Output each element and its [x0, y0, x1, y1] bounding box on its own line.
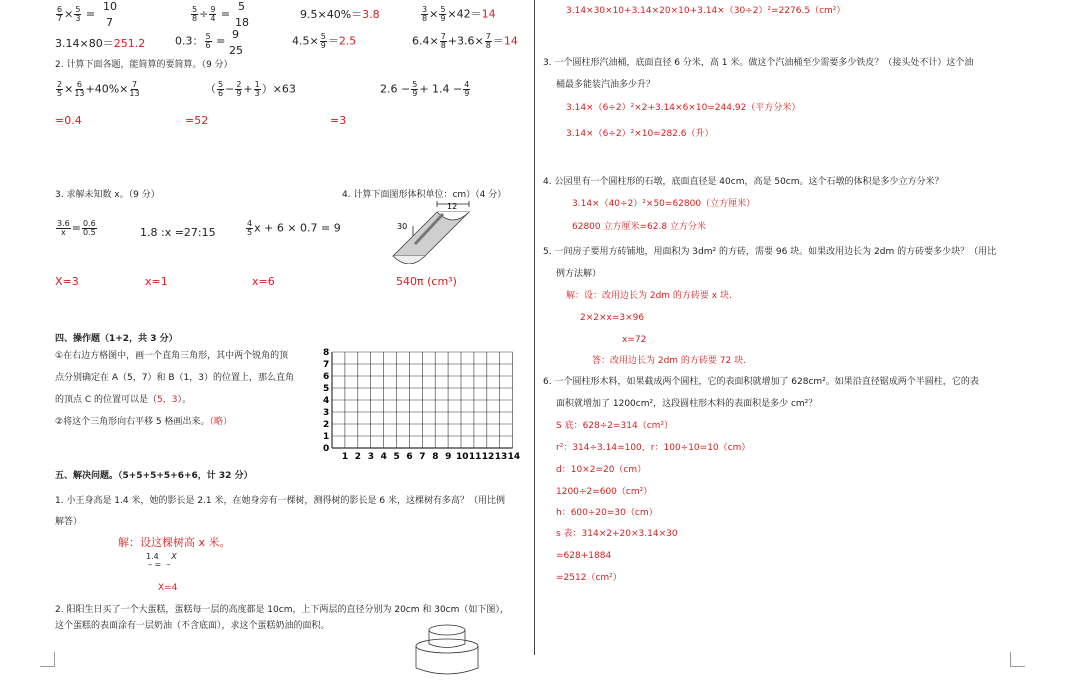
answer-2b-bottom: 25: [229, 44, 243, 57]
dim-12-label: 12: [447, 202, 458, 211]
q6-step: =2512（cm²）: [556, 573, 622, 583]
fraction: $\frac{6}{7}$: [57, 5, 63, 23]
column-divider: [534, 0, 535, 655]
problem-1-equation: 1.4 X: [146, 552, 177, 561]
y-tick-label: 3: [323, 408, 330, 418]
expr-2d: 6.4× $\frac{7}{8}$ +3.6× $\frac{7}{8}$ ＝14: [412, 32, 518, 50]
section-2-title: 2. 计算下面各题，能简算的要简算。（9 分）: [55, 60, 233, 70]
fraction: $\frac{7}{8}$: [485, 32, 491, 50]
problem-1-solution: 解：设这棵树高 x 米。: [118, 536, 231, 549]
expr-s3a: $\frac{3.6}{x}$ = $\frac{0.6}{0.5}$: [57, 219, 96, 237]
fraction: $\frac{4}{9}$: [464, 80, 470, 98]
cake-base-ellipse: [416, 639, 478, 653]
op1-line3: 的顶点 C 的位置可以是（5，3）。: [55, 395, 191, 405]
fraction: $\frac{0.6}{0.5}$: [82, 219, 96, 237]
coordinate-grid: [318, 346, 534, 466]
answer-s3a: X=3: [55, 275, 79, 288]
y-tick-label: 5: [323, 384, 330, 394]
fraction: $\frac{5}{8}$: [192, 5, 198, 23]
y-tick-label: 1: [323, 432, 330, 442]
problem-1-answer: X=4: [158, 583, 178, 593]
fraction: $\frac{3.6}{x}$: [57, 219, 70, 237]
q6-step: h：600÷20=30（cm）: [556, 508, 658, 518]
q5-line1: 5. 一间房子要用方砖铺地，用面积为 3dm² 的方砖，需要 96 块。如果改用边长为 2dm 的方砖要多少块？（用比: [543, 247, 997, 257]
q5-answer3: x=72: [622, 335, 647, 345]
x-tick-label: 5: [393, 452, 400, 462]
fraction: $\frac{5}{9}$: [440, 5, 446, 23]
q5-answer1: 解：设：改用边长为 2dm 的方砖要 x 块.: [566, 291, 732, 301]
fraction: $\frac{2}{5}$: [57, 80, 63, 98]
q3-line1: 3. 一个圆柱形汽油桶，底面直径 6 分米，高 1 米。做这个汽油桶至少需要多少铁皮？（接头处不计）这个油: [543, 58, 974, 68]
pipe-end-bottom: [393, 256, 425, 264]
answer-s2b: =52: [185, 114, 209, 127]
q6-step: =628+1884: [556, 551, 612, 561]
q4-line1: 4. 公园里有一个圆柱形的石墩，底面直径是 40cm，高是 50cm。这个石墩的体积是多少立方分米？: [543, 177, 944, 187]
section-5-heading: 五、解决问题。（5+5+5+5+6+6，计 32 分）: [55, 471, 253, 481]
fraction: $\frac{3}{8}$: [422, 5, 428, 23]
fraction: $\frac{5}{6}$: [218, 80, 224, 98]
y-tick-label: 4: [323, 396, 330, 406]
x-tick-label: 6: [406, 452, 413, 462]
q6-step: s 表：314×2+20×3.14×30: [556, 529, 678, 539]
q3-line2: 桶最多能装汽油多少升？: [556, 80, 656, 90]
expr-1b: $\frac{5}{8}$ ÷ $\frac{9}{4}$ =: [192, 5, 231, 23]
q6-line2: 面积就增加了 1200cm²，这段圆柱形木料的表面积是多少 cm²？: [556, 399, 818, 409]
expr-1c: 9.5×40%＝3.8: [300, 8, 380, 21]
q4-answer1: 3.14×（40÷2）²×50=62800（立方厘米）: [572, 199, 756, 209]
problem-2-line1: 2. 阳阳生日买了一个大蛋糕，蛋糕每一层的高度都是 10cm，上下两层的直径分别为 20cm 和 30cm（如下图），: [55, 605, 509, 615]
fraction: $\frac{9}{4}$: [210, 5, 216, 23]
q5-answer4: 答：改用边长为 2dm 的方砖要 72 块.: [592, 356, 746, 366]
answer-1b-top: 5: [238, 0, 245, 13]
x-tick-label: 8: [432, 452, 439, 462]
answer-1b-bottom: 18: [235, 16, 249, 29]
answer-1a-top: 10: [103, 0, 117, 13]
equation-rule: – = –: [148, 560, 171, 569]
x-tick-label: 3: [367, 452, 374, 462]
q5-answer2: 2×2×x=3×96: [580, 313, 645, 323]
expr-s2a: $\frac{2}{5}$ × $\frac{6}{13}$ +40%× $\frac{7}{13}$: [57, 80, 140, 98]
y-tick-label: 8: [323, 348, 330, 358]
op1-line1: ①在右边方格图中，画一个直角三角形，其中两个锐角的顶: [55, 351, 289, 361]
fraction: $\frac{1}{3}$: [254, 80, 260, 98]
section-3-title: 3. 求解未知数 x。（9 分）: [55, 190, 160, 200]
answer-s2a: =0.4: [55, 114, 82, 127]
x-tick-label: 12: [481, 452, 495, 462]
expr-2c: 4.5× $\frac{5}{9}$ ＝2.5: [292, 32, 357, 50]
x-tick-label: 2: [354, 452, 362, 462]
expr-2b: 0.3： $\frac{5}{6}$ =: [175, 32, 226, 50]
answer-volume: 540π (cm³): [396, 275, 457, 288]
answer-s2c: =3: [330, 114, 347, 127]
q6-line1: 6. 一个圆柱形木料，如果截成两个圆柱，它的表面积就增加了 628cm²。如果沿直径锯成两个半圆柱，它的表: [543, 377, 979, 387]
q6-step: d：10×2=20（cm）: [556, 465, 647, 475]
q5-line2: 例方法解）: [556, 269, 602, 279]
problem-2-line2: 这个蛋糕的表面涂有一层奶油（不含底面），求这个蛋糕奶油的面积。: [55, 621, 330, 631]
expr-s2b: （ $\frac{5}{6}$ − $\frac{2}{9}$ + $\frac{1}{3}$ ）×63: [205, 80, 296, 98]
fraction: $\frac{5}{9}$: [412, 80, 418, 98]
problem-1-line1: 1. 小王身高是 1.4 米，她的影长是 2.1 米，在她身旁有一棵树，测得树的影长是 6 米，这棵树有多高？（用比例: [55, 496, 505, 506]
section-4-heading: 四、操作题（1+2，共 3 分）: [55, 334, 178, 344]
corner-mark: [40, 652, 55, 667]
y-tick-label: 7: [323, 360, 330, 370]
section-4-title: 4. 计算下面图形体积单位：cm）（4 分）: [342, 190, 507, 200]
op2-line: ②将这个三角形向右平移 5 格画出来。（略）: [55, 417, 233, 427]
problem-1-line2: 解答）: [55, 517, 83, 527]
fraction: $\frac{5}{6}$: [205, 32, 211, 50]
q6-step: 1200÷2=600（cm²）: [556, 487, 653, 497]
fraction: $\frac{6}{13}$: [74, 80, 85, 98]
cake-top-ellipse: [429, 625, 465, 635]
fraction: $\frac{7}{13}$: [129, 80, 140, 98]
cake-top-bottom: [429, 644, 465, 648]
answer-s3c: x=6: [252, 275, 275, 288]
x-tick-label: 7: [419, 452, 426, 462]
expr-1a: $\frac{6}{7}$ × $\frac{5}{3}$ =: [57, 5, 96, 23]
x-tick-label: 1: [341, 452, 349, 462]
fraction: $\frac{5}{3}$: [75, 5, 81, 23]
q6-step: S 底：628÷2=314（cm²）: [556, 421, 674, 431]
x-tick-label: 14: [507, 452, 521, 462]
q3-answer1: 3.14×（6÷2）²×2+3.14×6×10=244.92（平方分米）: [566, 103, 801, 113]
expr-s3c: $\frac{4}{5}$ x + 6 × 0.7 = 9: [247, 219, 341, 237]
fraction: $\frac{7}{8}$: [440, 32, 446, 50]
q6-step: r²：314÷3.14=100，r：100÷10=10（cm）: [556, 443, 751, 453]
dim-30-label: 30: [397, 222, 408, 231]
x-tick-label: 10: [456, 452, 469, 462]
op1-line2: 点分别确定在 A（5，7）和 B（1，3）的位置上，那么直角: [55, 373, 294, 383]
x-tick-label: 4: [380, 452, 387, 462]
q3-answer2: 3.14×（6÷2）²×10=282.6（升）: [566, 129, 714, 139]
half-cylinder-figure: [385, 198, 495, 264]
q4-answer2: 62800 立方厘米=62.8 立方分米: [572, 222, 706, 232]
answer-2b-top: 9: [232, 28, 239, 41]
cake-base-bottom: [416, 668, 478, 674]
fraction: $\frac{2}{9}$: [236, 80, 242, 98]
fraction: $\frac{4}{5}$: [247, 219, 253, 237]
y-tick-label: 2: [323, 420, 330, 430]
fraction: $\frac{5}{9}$: [320, 32, 326, 50]
expr-1d: $\frac{3}{8}$ × $\frac{5}{9}$ ×42＝14: [422, 5, 496, 23]
corner-mark: [1010, 652, 1025, 667]
answer-1a-bottom: 7: [106, 16, 113, 29]
q2-solution-line: 3.14×30×10+3.14×20×10+3.14×（30÷2）²=2276.5（cm²）: [566, 6, 846, 16]
x-tick-label: 11: [468, 452, 482, 462]
expr-2a: 3.14×80＝251.2: [55, 37, 146, 50]
answer-s3b: x=1: [145, 275, 168, 288]
x-tick-label: 13: [494, 452, 508, 462]
x-tick-label: 9: [445, 452, 452, 462]
expr-s3b: 1.8 :x =27:15: [140, 226, 216, 239]
cake-figure: [412, 624, 482, 684]
y-tick-label: 0: [323, 444, 330, 454]
expr-s2c: 2.6 − $\frac{5}{9}$ + 1.4 − $\frac{4}{9}$: [380, 80, 470, 98]
y-tick-label: 6: [323, 372, 330, 382]
